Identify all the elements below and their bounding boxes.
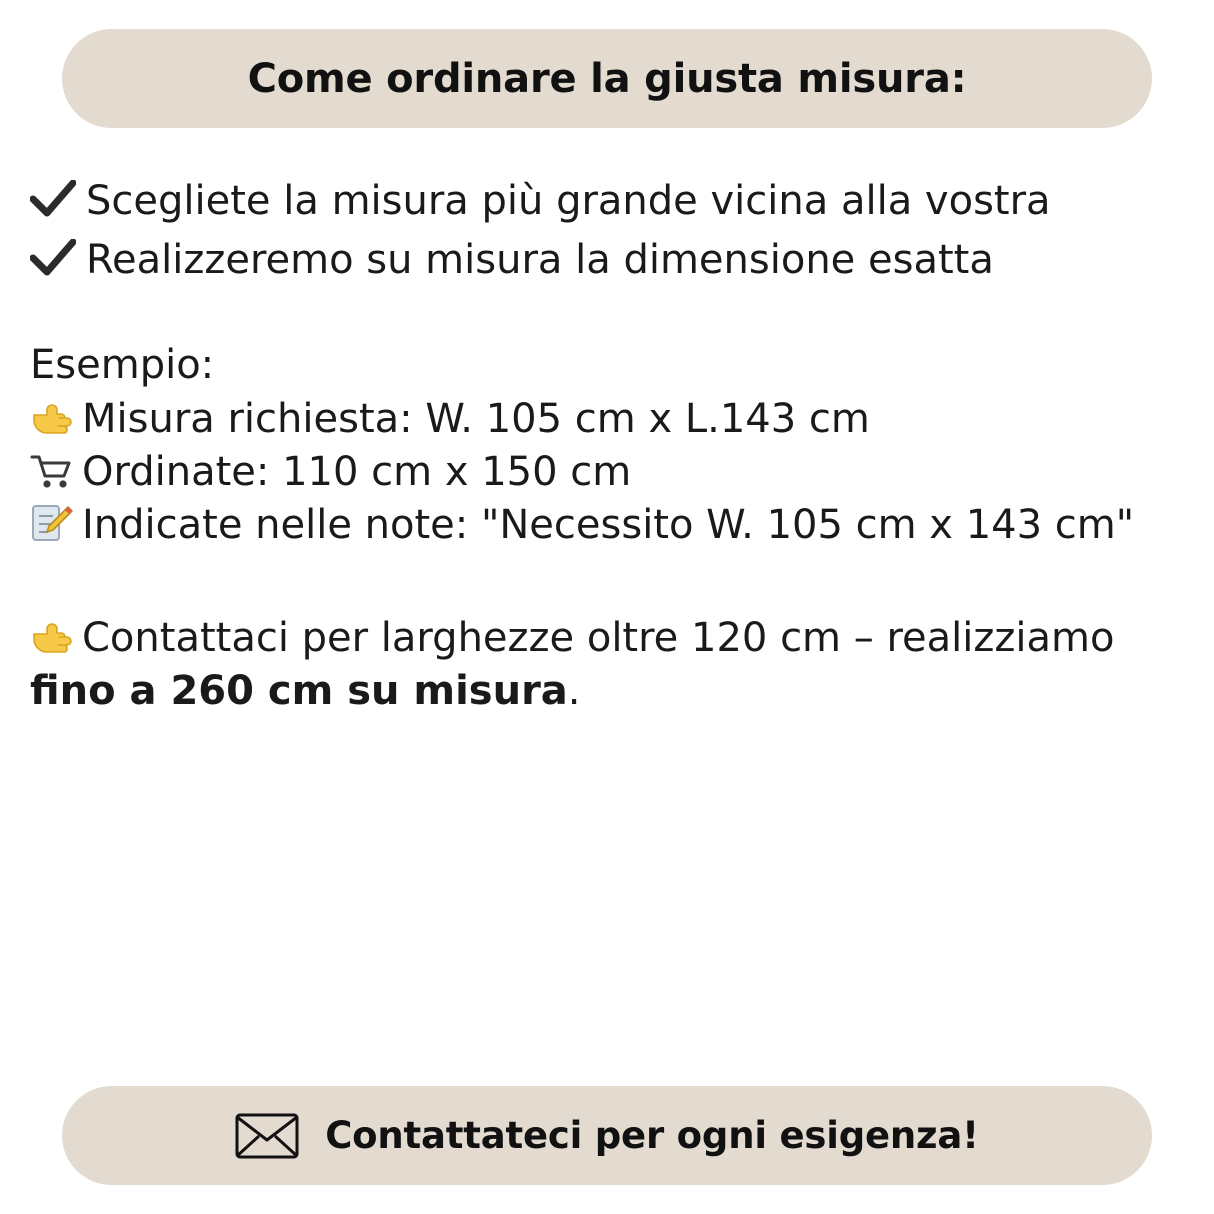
contact-note [30,612,1195,718]
contact-note-text: Contattaci per larghezze oltre 120 cm – realizziamo [82,615,1115,662]
spacer [30,552,1195,612]
example-row-order-label: Ordinate: 110 cm x 150 cm [82,448,632,495]
check-mark-icon [30,180,76,234]
envelope-icon [235,1113,299,1159]
spacer [30,293,1195,339]
header-banner [62,29,1152,128]
contact-note-suffix: . [567,668,581,715]
bullet-item-2-label: Realizzeremo su misura la dimensione esatta [86,237,994,284]
pointing-hand-icon [30,401,74,437]
check-mark-icon [30,239,76,293]
example-row-requested [30,393,1195,446]
example-row-order [30,446,1195,499]
example-row-requested-label: Misura richiesta: W. 105 cm x L.143 cm [82,395,870,442]
bullet-item-1-label: Scegliete la misura più grande vicina alla vostra [86,178,1051,224]
bullet-item-2 [30,234,1195,293]
example-label: Esempio: [30,342,215,389]
pointing-hand-icon [30,620,74,656]
page-title: Come ordinare la giusta misura: [247,55,967,102]
footer-title: Contattateci per ogni esigenza! [325,1114,979,1157]
memo-pencil-icon [30,503,74,543]
contact-note-highlight: fino a 260 cm su misura [30,668,568,715]
shopping-cart-icon [30,452,74,490]
example-row-note-label: Indicate nelle note: "Necessito W. 105 cm x 143 cm" [82,501,1135,548]
bullet-item-1 [30,175,1195,234]
example-row-note [30,499,1195,552]
content-body [30,175,1195,719]
footer-banner [62,1086,1152,1185]
